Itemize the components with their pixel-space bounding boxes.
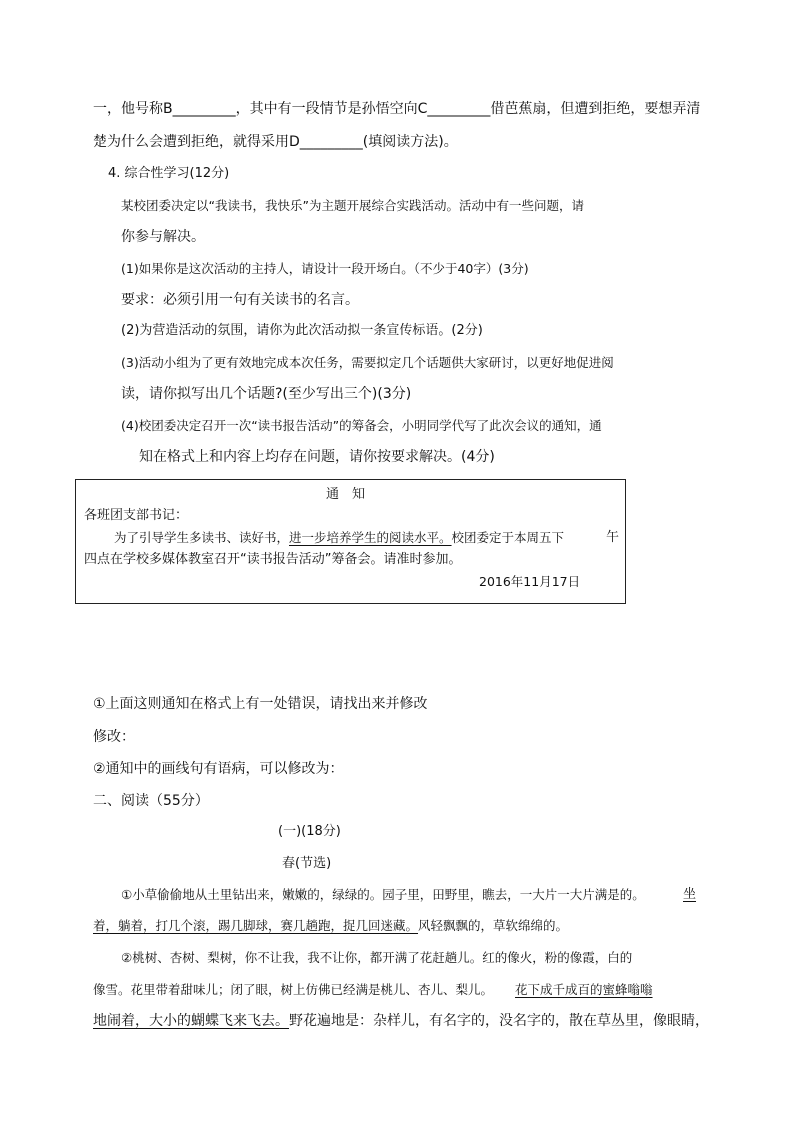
paragraph-1-underlined: 着，躺着，打几个滚，踢几脚球，赛几趟跑，捉几回迷藏。 — [93, 918, 419, 933]
paragraph-1-tail: 风轻飘飘的，草软绵绵的。 — [418, 918, 569, 933]
notice-body-post: 校团委定于本周五下 — [451, 530, 565, 545]
question-4-4b: 知在格式上和内容上均存在问题，请你按要求解决。(4分) — [139, 449, 495, 465]
paragraph-2-line-3 — [93, 1013, 709, 1030]
paragraph-1-line-2 — [93, 918, 568, 933]
notice-body-tail: 午 — [606, 530, 620, 545]
notice-body-line-1 — [114, 530, 564, 545]
fill-blank-line-2: 楚为什么会遭到拒绝，就得采用D_________(填阅读方法)。 — [93, 134, 458, 150]
paragraph-2-tail: 野花遍地是：杂样儿，有名字的，没名字的，散在草丛里，像眼睛， — [289, 1013, 709, 1029]
question-4-1: (1)如果你是这次活动的主持人，请设计一段开场白。（不少于40字）(3分) — [121, 261, 529, 276]
paragraph-1-line-1: ①小草偷偷地从土里钻出来，嫩嫩的，绿绿的。园子里，田野里，瞧去，一大片一大片满是的。 — [121, 887, 645, 902]
question-4-intro-1: 某校团委决定以“我读书，我快乐”为主题开展综合实践活动。活动中有一些问题，请 — [121, 198, 584, 213]
paragraph-2-line-2 — [93, 982, 653, 997]
paragraph-2-text: 像雪。花里带着甜味儿；闭了眼，树上仿佛已经满是桃儿、杏儿、梨儿。 — [93, 982, 494, 997]
question-4-3b: 读，请你拟写出几个话题?(至少写出三个)(3分) — [121, 386, 412, 402]
answer-1: ①上面这则通知在格式上有一处错误，请找出来并修改 — [93, 696, 428, 712]
notice-title: 通 知 — [326, 487, 366, 502]
paragraph-2-underline-start: 花下成千成百的蜜蜂嗡嗡 — [515, 982, 653, 997]
notice-body-line-2: 四点在学校多媒体教室召开“读书报告活动”筹备会。请准时参加。 — [84, 552, 462, 567]
section-2-heading: 二、阅读（55分） — [93, 793, 209, 809]
notice-salutation: 各班团支部书记： — [84, 508, 189, 523]
answer-2: ②通知中的画线句有语病，可以修改为： — [93, 761, 344, 777]
question-4-1-requirement: 要求：必须引用一句有关读书的名言。 — [121, 292, 359, 308]
paragraph-2-underlined: 地闹着，大小的蝴蝶飞来飞去。 — [93, 1013, 289, 1029]
question-4-3a: (3)活动小组为了更有效地完成本次任务，需要拟定几个话题供大家研讨，以更好地促进阅 — [121, 355, 614, 370]
notice-date: 2016年11月17日 — [479, 574, 581, 589]
part-1-heading: (一)(18分) — [278, 824, 341, 839]
question-4-intro-2: 你参与解决。 — [121, 229, 205, 245]
question-4-2: (2)为营造活动的氛围，请你为此次活动拟一条宣传标语。(2分) — [121, 323, 483, 338]
article-title: 春(节选) — [282, 856, 332, 871]
paragraph-2-line-1: ②桃树、杏树、梨树，你不让我，我不让你，都开满了花赶趟儿。红的像火，粉的像霞，白的 — [121, 950, 633, 965]
question-4-heading: 4. 综合性学习(12分) — [108, 166, 230, 181]
fill-blank-line-1: 一，他号称B_________，其中有一段情节是孙悟空向C_________借芭蕉扇，但遭到拒绝，要想弄清 — [93, 101, 701, 117]
notice-body-pre: 为了引导学生多读书、读好书， — [114, 530, 290, 545]
question-4-4a: (4)校团委决定召开一次“读书报告活动”的筹备会，小明同学代写了此次会议的通知，通 — [121, 418, 602, 433]
notice-box — [75, 479, 626, 604]
paragraph-1-underline-start: 坐 — [683, 887, 697, 902]
notice-underlined-sentence: 进一步培养学生的阅读水平。 — [289, 530, 452, 545]
answer-1-fix: 修改： — [93, 729, 135, 745]
